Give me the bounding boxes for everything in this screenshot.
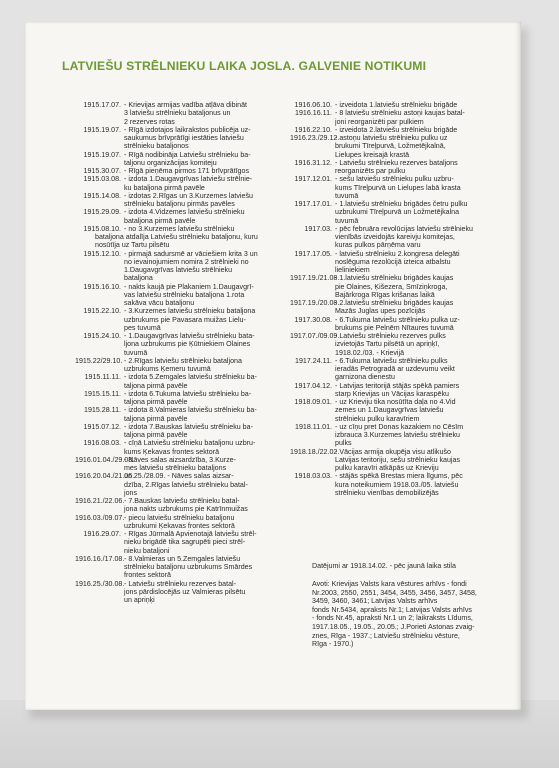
entry-text: - Latviešu strēlnieku rezerves pulks izvietojās Tartu pilsētā un apriņķī, 1918.02./03. - Krievijā — [335, 332, 446, 357]
entry-date: 1916.20.04./21.06. — [75, 472, 135, 481]
entry-date: 1915.22/29.10. — [75, 356, 123, 365]
entry-date: 1917.04.12. — [294, 381, 332, 390]
timeline-entry — [290, 299, 505, 316]
timeline-entry — [75, 126, 285, 151]
entry-date: 1915.22.10. — [83, 307, 121, 316]
timeline-entry — [75, 472, 285, 497]
entry-date: 1915.07.12. — [83, 422, 121, 431]
entry-date: 1915.24.10. — [83, 332, 121, 340]
timeline-entry — [75, 307, 285, 332]
entry-text: - Rīgā pieņēma pirmos 171 brīvprātīgos — [124, 167, 249, 175]
entry-date: 1915.14.08. — [83, 191, 121, 200]
timeline-entry — [75, 456, 285, 473]
right-timeline-column — [290, 101, 505, 497]
entry-text: - pirmajā sadursmē ar vāciešiem krita 3 un no ievainojumiem nomira 2 strēlnieki no 1.Daugavgrīvas latviešu strēlnieku bataljona — [124, 249, 258, 283]
entry-text: - 7.Bauskas latviešu strēlnieku batal- jona nakts uzbrukums pie Katrīnmuižas — [124, 497, 248, 514]
entry-text: - 1.latviešu strēlnieku brigādes četru pulku uzbrukumi Tīreļpurvā un Ložmetējkalna tuvumā — [335, 200, 468, 225]
entry-text: - uz Krieviju tika nosūtīta daļa no 4.Vid zemes un 1.Daugavgrīvas latviešu strēlnieku pulku karavīriem — [335, 398, 456, 423]
entry-date: 1917.17.05. — [294, 249, 332, 258]
entry-date: 1917.07./09.09. — [290, 332, 340, 340]
entry-date: 1917.30.08. — [294, 315, 332, 324]
entry-text: - Rīgas Jūrmalā Apvienotajā latviešu strēl- nieku brigādē tika sagrupēti pieci strēl- nieku bataljoni — [124, 530, 257, 555]
entry-date: 1915.17.07. — [83, 101, 121, 109]
timeline-entry — [75, 406, 285, 423]
timeline-entry — [290, 200, 505, 225]
entry-text: un 25./28.09. - Nāves salas aizsar- dzība, 2.Rīgas latviešu strēlnieku batal- jons — [124, 472, 248, 497]
entry-text: - 1.latviešu strēlnieku brigādes kaujas pie Olaines, Ķišezera, Smīziņkroga, Bajārkroga Rīgas krišanas laikā — [335, 274, 454, 299]
timeline-entry — [75, 390, 285, 407]
entry-date: 1916.01.04./29.08. — [75, 455, 135, 464]
timeline-entry — [290, 159, 505, 176]
entry-date: 1916.06.10. — [294, 101, 332, 109]
timeline-heading: LATVIEŠU STRĒLNIEKU LAIKA JOSLA. GALVENIE NOTIKUMI — [62, 59, 427, 73]
entry-date: 1915.30.07. — [83, 167, 121, 175]
entry-text: - izveidota 1.latviešu strēlnieku brigāde — [335, 101, 458, 109]
entry-date: 1918.18./22.02. — [290, 447, 340, 456]
entry-text: - 8.Valmieras un 5.Zemgales latviešu strēlnieku bataljonu uzbrukums Smārdes frontes sektorā — [124, 554, 253, 580]
entry-date: 1915.11.11. — [84, 373, 121, 382]
timeline-entry — [290, 225, 505, 250]
entry-text: - izveidota 2.latviešu strēlnieku brigāde — [335, 125, 458, 134]
timeline-entry — [75, 151, 285, 168]
timeline-entry — [75, 423, 285, 440]
timeline-entry — [75, 357, 285, 374]
timeline-entry — [75, 514, 285, 531]
entry-date: 1916.16./17.08. — [75, 554, 125, 563]
entry-text: - Nāves salas aizsardzība, 3.Kurze- mes latviešu strēlnieku bataljons — [124, 455, 236, 472]
timeline-entry — [290, 472, 505, 497]
timeline-entry — [75, 332, 285, 357]
timeline-entry — [75, 439, 285, 456]
timeline-entry — [290, 448, 505, 473]
entry-date: 1916.16.11. — [295, 109, 332, 118]
date-style-note: Datējumi ar 1918.14.02. - pēc jaunā laika stila — [312, 562, 456, 570]
timeline-entry — [290, 398, 505, 423]
entry-text: - 8 latviešu strēlnieku astoņi kaujas batal- joni reorganizēti par pulkiem — [335, 109, 465, 126]
timeline-entry — [75, 373, 285, 390]
entry-text: - nakts kaujā pie Plakaniem 1.Daugavgrī- vas latviešu strēlnieku bataljona 1.rota sakāva vācu bataljonu — [124, 282, 254, 307]
timeline-entry — [290, 109, 505, 126]
timeline-entry — [290, 316, 505, 333]
timeline-entry — [75, 283, 285, 308]
timeline-entry — [75, 497, 285, 514]
entry-date: 1916.25./30.08. — [75, 579, 125, 588]
entry-text: - izdota 8.Valmieras latviešu strēlnieku ba- taljona pirmā pavēle — [124, 406, 257, 423]
timeline-entry — [75, 167, 285, 175]
entry-date: 1915.03.08. — [83, 175, 121, 184]
entry-text: - izdota 6.Tukuma latviešu strēlnieku ba- taljona pirmā pavēle — [124, 389, 252, 406]
timeline-entry — [75, 580, 285, 605]
entry-date: 1917.17.01. — [294, 200, 332, 208]
timeline-entry — [75, 101, 285, 126]
timeline-entry — [290, 382, 505, 399]
entry-text: - latviešu strēlnieku 2.kongresa delegāti noslēguma rezolūcijā izteica atbalstu lieliniekiem — [335, 249, 460, 274]
timeline-entry — [75, 250, 285, 283]
entry-date: 1915.29.09. — [83, 208, 121, 217]
entry-text: - izdota 7.Bauskas latviešu strēlnieku ba- taljona pirmā pavēle — [124, 422, 253, 439]
entry-text: - izdota 5.Zemgales latviešu strēlnieku ba- taljona pirmā pavēle — [124, 373, 257, 390]
entry-text: - no 3.Kurzemes latviešu strēlnieku — [124, 224, 235, 233]
entry-text: - 2.latviešu strēlnieku brigādes kaujas Mazās Juglas upes pozīcijās — [335, 299, 454, 316]
entry-date: 1915.28.11. — [84, 406, 121, 415]
entry-text: - Krievijas armijas vadība atļāva dibināt 3 latviešu strēlnieku bataljonus un 2 rezerves rotas — [124, 101, 248, 126]
entry-text: - izdota 1.Daugavgrīvas latviešu strēlnie- ku bataljona pirmā pavēle — [124, 175, 253, 192]
entry-date: 1915.19.07. — [83, 150, 121, 159]
timeline-entry — [290, 175, 505, 200]
entry-date: 1917.19./21.08. — [290, 274, 340, 283]
entry-text: - 3.Kurzemes latviešu strēlnieku bataljona uzbrukums pie Pavasara muižas Lielu- pes tuvumā — [124, 307, 256, 332]
entry-date: 1915.19.07. — [83, 125, 121, 134]
entry-date: 1917.12.01. — [294, 175, 332, 184]
timeline-entry — [290, 357, 505, 382]
entry-text: - 2.Rīgas latviešu strēlnieku bataljona uzbrukums Ķemeru tuvumā — [124, 356, 242, 373]
entry-date: 1915.15.11. — [84, 389, 121, 398]
timeline-entry — [290, 250, 505, 275]
entry-date: 1916.21./22.06. — [75, 497, 125, 505]
entry-date: 1916.23./29.12. — [290, 134, 340, 142]
entry-date: 1916.08.03. — [83, 439, 121, 448]
left-timeline-column — [75, 101, 285, 604]
timeline-entry — [75, 530, 285, 555]
entry-date: 1917.24.11. — [295, 356, 332, 365]
entry-text: - Latviešu strēlnieku rezerves batal- jons pārdislocējās uz Valmieras pilsētu un apriņķi — [124, 579, 246, 604]
timeline-entry — [290, 274, 505, 299]
entry-text: - izdota 4.Vidzemes latviešu strēlnieku bataljona pirmā pavēle — [124, 208, 245, 225]
timeline-entry — [290, 101, 505, 109]
timeline-entry — [75, 192, 285, 209]
entry-text: - 6.Tukuma latviešu strēlnieku pulks ieradās Petrogradā ar uzdevumu veikt garnizona dienestu — [335, 356, 455, 382]
entry-text: - Latviešu strēlnieku rezerves bataljons reorganizēts par pulku — [335, 158, 458, 175]
entry-date: 1917.19./20.08. — [290, 299, 340, 307]
entry-text: - Rīgā nodibināja Latviešu strēlnieku ba- taljonu organizācijas komiteju — [124, 150, 251, 167]
entry-text: - izdotas 2.Rīgas un 3.Kurzemes latviešu strēlnieku bataljonu pirmās pavēles — [124, 191, 253, 208]
entry-text: - stājās spēkā Brestas miera līgums, pēc kura noteikumiem 1918.03./05. latviešu strēlnieku vienības demobilizējās — [335, 472, 463, 497]
timeline-entry — [290, 332, 505, 357]
entry-text: - 1.Daugavgrīvas latviešu strēlnieku bata- ljona uzbrukums pie Ķūtniekiem Olaines tuvumā — [124, 332, 255, 357]
entry-text: - 6.Tukuma latviešu strēlnieku pulka uz- brukums pie Pelnēm Nītaures tuvumā — [335, 315, 460, 332]
timeline-entry — [290, 423, 505, 448]
timeline-entry — [75, 175, 285, 192]
timeline-entry — [75, 555, 285, 580]
entry-text: - Vācijas armija okupēja visu atlikušo Latvijas teritoriju, sešu strēlnieku kaujas pulku karavīri atkāpās uz Krieviju — [335, 447, 460, 472]
entry-text: - cīņā Latviešu strēlnieku bataljonu uzbru- kums Ķekavas frontes sektorā — [124, 439, 256, 456]
entry-text: - uz cīņu pret Donas kazakiem no Cēsīm izbrauca 3.Kurzemes latviešu strēlnieku pulks — [335, 422, 464, 448]
entry-text: - sešu latviešu strēlnieku pulku uzbru- kums Tīreļpurvā un Lielupes labā krasta tuvumā — [335, 175, 461, 200]
entry-text: - Rīgā izdotajos laikrakstos publicēja uz- saukumus brīvprātīgi iestāties latviešu strēlnieku bataljonos — [124, 125, 251, 151]
timeline-entry — [75, 225, 285, 233]
entry-date: 1916.29.07. — [83, 530, 121, 538]
entry-text: - Latvijas teritorijā stājās spēkā pamiers starp Krievijas un Vācijas karaspēku — [335, 381, 460, 398]
entry-date: 1916.22.10. — [294, 125, 332, 134]
entry-text: - pēc februāra revolūcijas latviešu strēlnieku vienībās izveidojās kareivju komitejas, kuras pulkos pārņēma varu — [335, 224, 473, 250]
entry-date: 1918.03.03. — [294, 472, 332, 481]
entry-date: 1916.03./09.07. — [75, 513, 125, 522]
entry-date: 1915.08.10. — [83, 224, 121, 233]
timeline-entry — [290, 134, 505, 159]
entry-text: - astoņu latviešu strēlnieku pulku uz brukumi Tīreļpurvā, Ložmetējkalnā, Lielupes kreisajā krastā — [335, 134, 448, 159]
entry-date: 1918.09.01. — [294, 398, 332, 406]
timeline-entry — [290, 126, 505, 134]
entry-date: 1915.16.10. — [83, 282, 121, 291]
entry-text: - piecu latviešu strēlnieku bataljonu uzbrukumi Ķekavas frontes sektorā — [124, 513, 235, 530]
entry-date: 1915.12.10. — [83, 249, 121, 258]
timeline-entry — [75, 208, 285, 225]
sources-text: Avoti: Krievijas Valsts kara vēstures arhīvs - fondi Nr.2003, 2550, 2551, 3454, 3455, 3456, 3457, 3458, 3459, 3460, 3461; Latvijas Valsts arhīvs fonds Nr.5434, apraksts Nr.1; Latvijas Valsts arhīvs - fonds Nr.45, apraksti Nr.1 un 2; laikraksts Līdums, 1917.18.05., 19.05., 20.05.; J.Porieti Astonas zvaig- znes, Rīga - 1937.; Latviešu strēlnieku vēsture, Rīga - 1970.) — [312, 580, 477, 649]
entry-date: 1916.31.12. — [294, 158, 332, 167]
entry-date: 1918.11.01. — [295, 422, 332, 431]
entry-date: 1917.03. — [304, 224, 332, 233]
timeline-continuation: bataljona atdalīja Latviešu strēlnieku bataljonu, kuru nosūtīja uz Tartu pilsētu — [95, 233, 258, 250]
